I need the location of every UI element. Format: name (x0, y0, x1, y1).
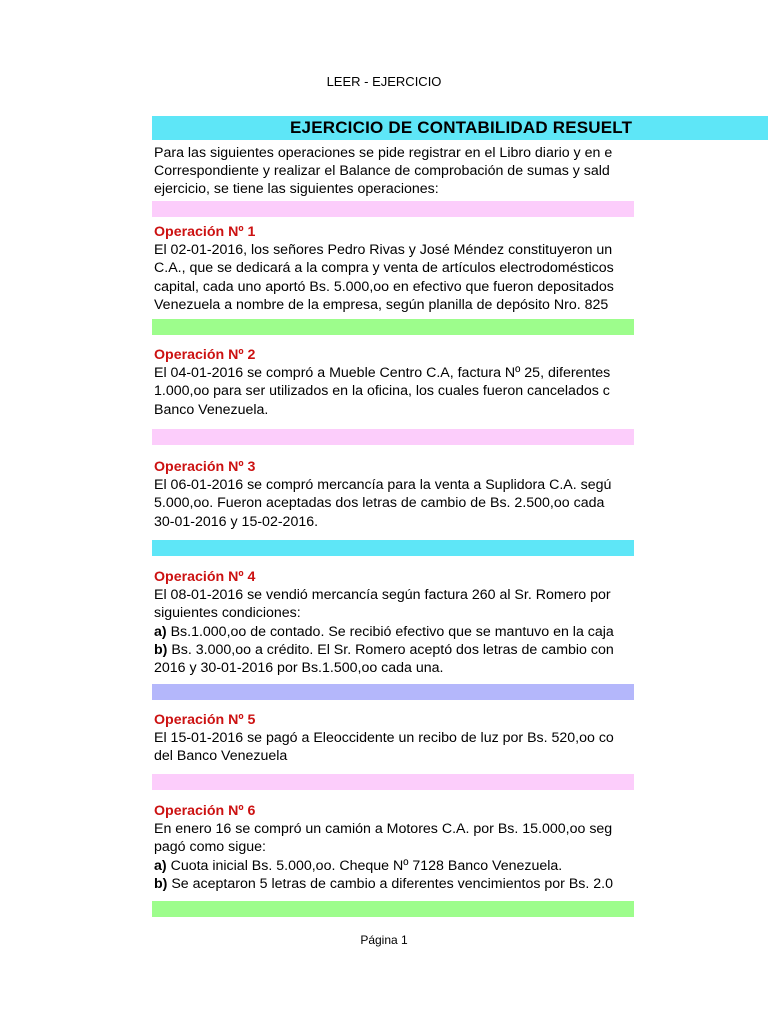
operation-title: Operación Nº 3 (154, 459, 256, 475)
operation-line (154, 278, 634, 296)
line-text: siguientes condiciones: (154, 605, 301, 622)
intro-line: Correspondiente y realizar el Balance de comprobación de sumas y sald (154, 163, 610, 180)
line-text: Se aceptaron 5 letras de cambio a diferentes vencimientos por Bs. 2.0 (167, 875, 613, 892)
operation-6 (154, 802, 634, 893)
operation-line (154, 494, 634, 512)
separator-band-cyan (152, 540, 634, 556)
line-text: 30-01-2016 y 15-02-2016. (154, 513, 319, 530)
separator-band-lavender (152, 684, 634, 700)
line-text: pagó como sigue: (154, 839, 266, 856)
line-text: Banco Venezuela. (154, 401, 269, 418)
operation-line (154, 857, 634, 875)
line-text: El 04-01-2016 se compró a Mueble Centro C.A, factura Nº 25, diferentes (154, 365, 611, 382)
page-header: LEER - EJERCICIO (326, 74, 442, 89)
line-text: En enero 16 se compró un camión a Motores C.A. por Bs. 15.000,oo seg (154, 821, 613, 838)
item-prefix: a) (154, 623, 167, 640)
separator-band-pink (152, 429, 634, 445)
line-text: El 08-01-2016 se vendió mercancía según factura 260 al Sr. Romero por (154, 587, 611, 604)
line-text: 1.000,oo para ser utilizados en la oficina, los cuales fueron cancelados c (154, 383, 610, 400)
operation-line (154, 513, 634, 531)
line-text: C.A., que se dedicará a la compra y venta de artículos electrodomésticos (154, 260, 614, 277)
operation-line (154, 820, 634, 838)
separator-band-pink (152, 774, 634, 790)
line-text: Cuota inicial Bs. 5.000,oo. Cheque Nº 7128 Banco Venezuela. (166, 857, 563, 874)
operation-line (154, 604, 634, 622)
line-text: capital, cada uno aportó Bs. 5.000,oo en efectivo que fueron depositados (154, 278, 614, 295)
operation-line (154, 659, 634, 677)
page-number: Página 1 (360, 933, 408, 947)
operation-title: Operación Nº 2 (154, 347, 256, 363)
operation-1 (154, 223, 634, 314)
item-prefix: b) (154, 875, 168, 892)
operation-5 (154, 711, 634, 766)
line-text: El 15-01-2016 se pagó a Eleoccidente un recibo de luz por Bs. 520,oo co (154, 730, 614, 747)
line-text: Venezuela a nombre de la empresa, según planilla de depósito Nro. 825 (154, 296, 609, 313)
title-bar (152, 116, 768, 140)
operation-line (154, 623, 634, 641)
intro-line: ejercicio, se tiene las siguientes operaciones: (154, 181, 439, 198)
separator-band-pink (152, 201, 634, 217)
operation-line (154, 382, 634, 400)
operation-line (154, 241, 634, 259)
intro-line: Para las siguientes operaciones se pide registrar en el Libro diario y en e (154, 145, 613, 161)
operation-title: Operación Nº 5 (154, 712, 256, 728)
separator-band-green (152, 901, 634, 917)
operation-3 (154, 458, 634, 531)
operation-line (154, 259, 634, 277)
line-text: 5.000,oo. Fueron aceptadas dos letras de cambio de Bs. 2.500,oo cada (154, 495, 605, 512)
operation-line (154, 401, 634, 419)
operation-title: Operación Nº 4 (154, 569, 256, 585)
operation-line (154, 586, 634, 604)
operation-line (154, 476, 634, 494)
operation-title: Operación Nº 1 (154, 224, 256, 240)
operation-line (154, 296, 634, 314)
item-prefix: a) (154, 857, 167, 874)
line-text: Bs. 3.000,oo a crédito. El Sr. Romero aceptó dos letras de cambio con (167, 641, 614, 658)
document-title: EJERCICIO DE CONTABILIDAD RESUELT (290, 118, 633, 137)
operation-line (154, 747, 634, 765)
line-text: del Banco Venezuela (154, 748, 288, 765)
operation-line (154, 838, 634, 856)
item-prefix: b) (154, 641, 168, 658)
separator-band-green (152, 319, 634, 335)
line-text: 2016 y 30-01-2016 por Bs.1.500,oo cada una. (154, 660, 444, 677)
line-text: Bs.1.000,oo de contado. Se recibió efectivo que se mantuvo en la caja (166, 623, 614, 640)
operation-4 (154, 568, 634, 677)
operation-line (154, 875, 634, 893)
line-text: El 06-01-2016 se compró mercancía para la venta a Suplidora C.A. segú (154, 477, 612, 494)
operation-title: Operación Nº 6 (154, 803, 256, 819)
operation-line (154, 729, 634, 747)
line-text: El 02-01-2016, los señores Pedro Rivas y José Méndez constituyeron un (154, 242, 613, 259)
operation-line (154, 364, 634, 382)
operation-line (154, 641, 634, 659)
operation-2 (154, 346, 634, 419)
intro-paragraph (154, 144, 634, 199)
